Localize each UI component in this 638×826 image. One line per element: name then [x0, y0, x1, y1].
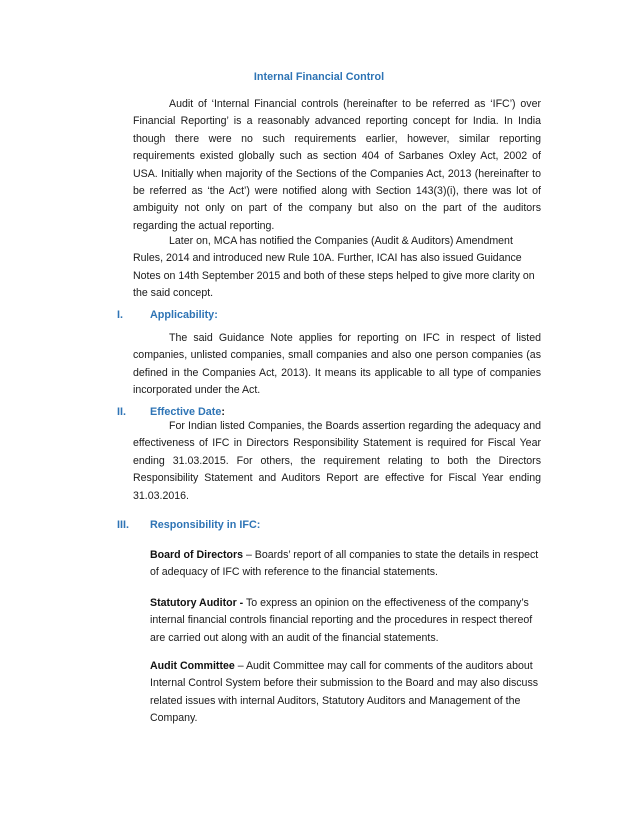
responsibility-board-of-directors	[150, 547, 542, 582]
responsibility-audit-committee	[150, 658, 542, 728]
document-title: Internal Financial Control	[253, 71, 385, 83]
section-number: II.	[117, 406, 126, 418]
section-number: I.	[117, 309, 123, 321]
section-title: Responsibility in IFC:	[150, 519, 261, 531]
section-title-colon: :	[221, 406, 226, 418]
intro-paragraph-2: Later on, MCA has notified the Companies (Audit & Auditors) Amendment Rules, 2014 and introduced new Rule 10A. Further, ICAI has also issued Guidance Notes on 14th September 2015 and both of these steps helped to give more clarity on the said concept.	[133, 235, 535, 300]
responsibility-statutory-auditor	[150, 595, 542, 647]
item-text: To express an opinion on the effectiveness of the company’s internal financial controls financial reporting and the procedures in respect thereof are carried out along with an audit of the financial statements.	[150, 597, 533, 644]
item-text: – Boards’ report of all companies to state the details in respect of adequacy of IFC with reference to the financial statements.	[150, 549, 539, 579]
section-title: Effective Date	[150, 406, 222, 418]
intro-paragraph-1: Audit of ‘Internal Financial controls (hereinafter to be referred as ‘IFC’) over Financial Reporting’ is a reasonably advanced reporting concept for India. In India though there were no such requirements earlier, however, similar reporting requirements existed globally such as section 404 of Sarbanes Oxley Act, 2002 of USA. Initially when majority of the Sections of the Companies Act, 2013 (hereinafter to be referred as ‘the Act’) were notified along with Section 143(3)(i), there was lot of ambiguity not only on part of the company but also on the part of the auditors regarding the actual reporting.	[133, 98, 541, 232]
item-label: Audit Committee	[150, 660, 235, 672]
section-number: III.	[117, 519, 129, 531]
section-title: Applicability:	[150, 309, 218, 321]
section-heading-responsibility	[117, 517, 260, 534]
item-label: Board of Directors	[150, 549, 244, 561]
item-label: Statutory Auditor -	[150, 597, 244, 609]
item-text: – Audit Committee may call for comments of the auditors about Internal Control System before their submission to the Board and may also discuss related issues with internal Auditors, Statutory Auditors and Management of the Company.	[150, 660, 539, 725]
section-text-applicability: The said Guidance Note applies for reporting on IFC in respect of listed companies, unlisted companies, small companies and also one person companies (as defined in the Companies Act, 2013). It means its applicable to all type of companies incorporated under the Act.	[133, 332, 541, 397]
section-text-effective-date: For Indian listed Companies, the Boards assertion regarding the adequacy and effectiveness of IFC in Directors Responsibility Statement is required for Fiscal Year ending 31.03.2015. For others, the requirement relating to both the Directors Responsibility Statement and Auditors Report are effective for Fiscal Year ending 31.03.2016.	[133, 420, 541, 502]
section-heading-applicability	[117, 307, 218, 324]
